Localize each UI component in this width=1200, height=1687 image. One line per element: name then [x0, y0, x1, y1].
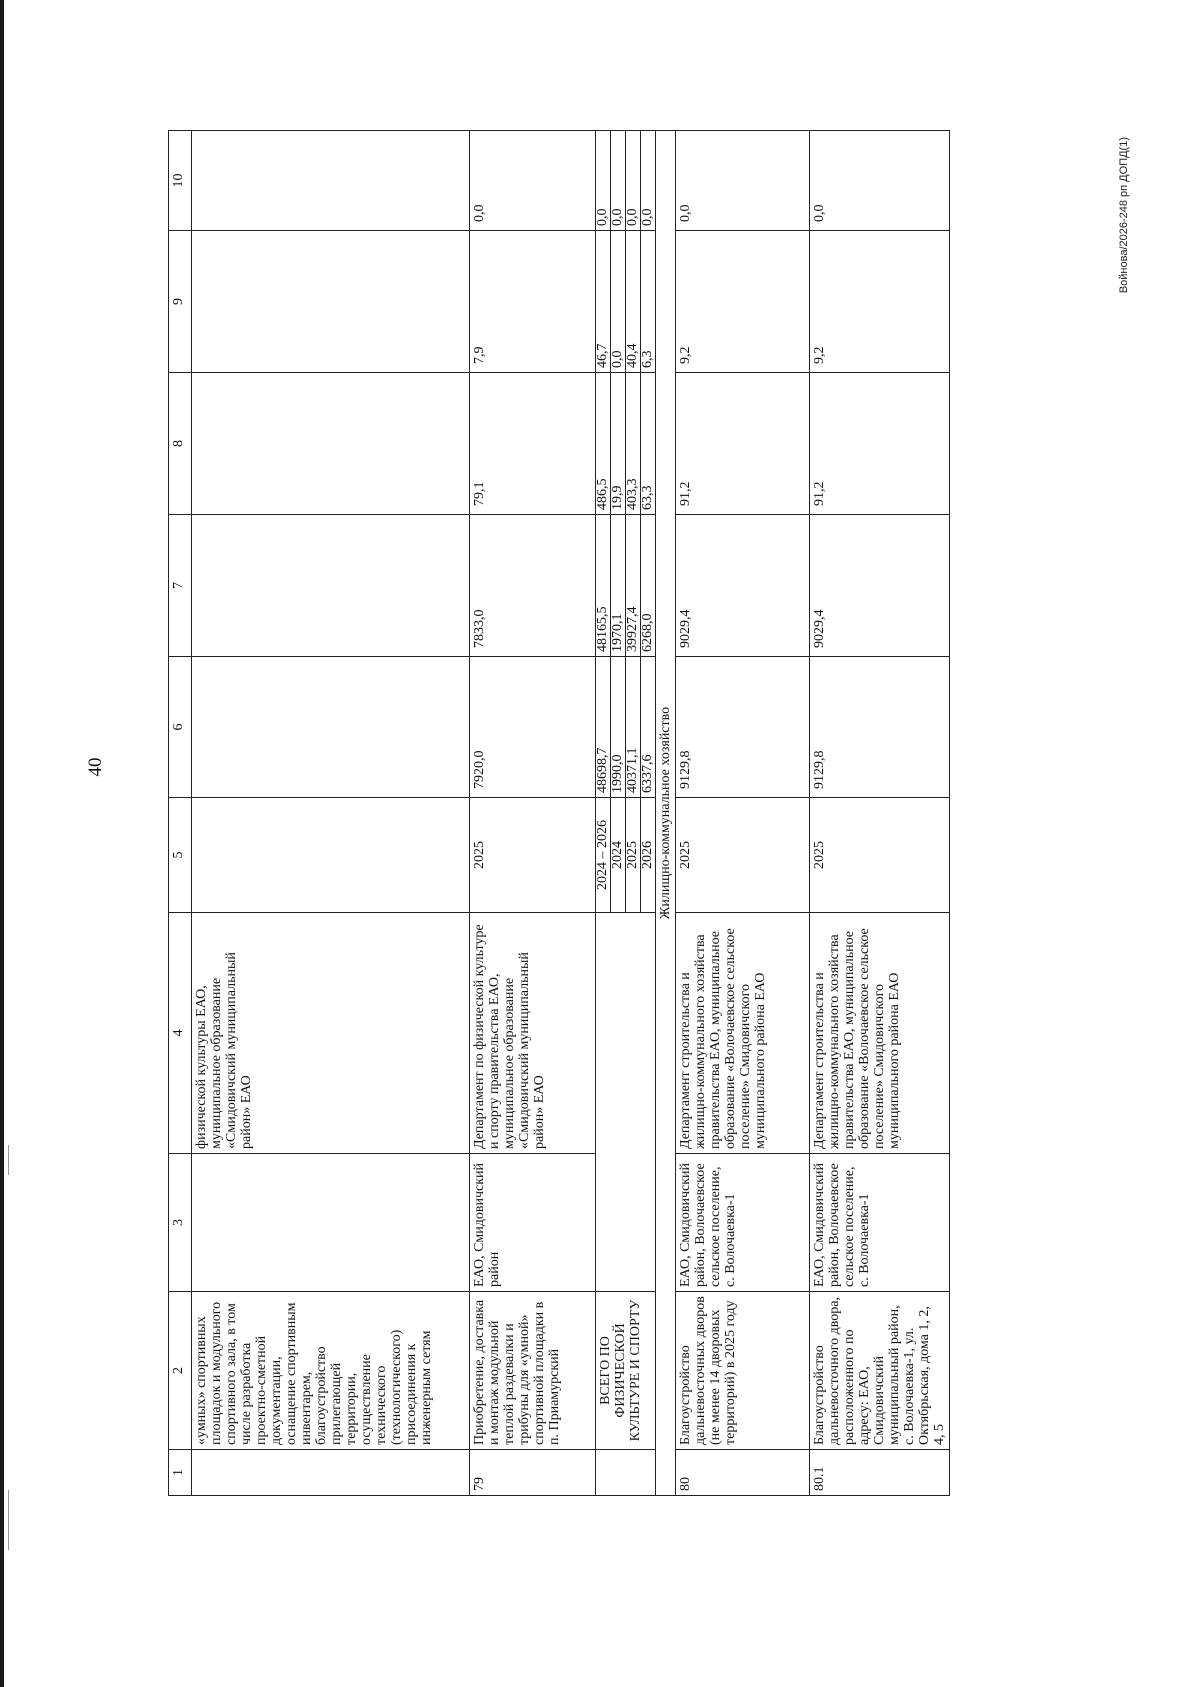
- total-value: 48165,5: [596, 515, 611, 657]
- location: ЕАО, Смидовичский район: [470, 1154, 596, 1292]
- table-row: [676, 131, 810, 1496]
- table-row: [810, 131, 950, 1496]
- total-value: 0,0: [641, 131, 656, 231]
- header-cell: 3: [169, 1154, 192, 1292]
- table-row: [192, 131, 470, 1496]
- header-cell: 5: [169, 798, 192, 913]
- value-regional: 91,2: [676, 373, 810, 515]
- total-value: 46,7: [596, 231, 611, 373]
- value-total: 9129,8: [676, 657, 810, 798]
- program-table: [168, 130, 950, 1496]
- value-other: 0,0: [810, 131, 950, 231]
- value-federal: 9029,4: [676, 515, 810, 657]
- total-row: [596, 131, 611, 1496]
- total-period: 2026: [641, 798, 656, 913]
- value-local: 9,2: [676, 231, 810, 373]
- project-name: Благоустройство дальневосточных дворов (не менее 14 дворовых территорий) в 2025 году: [676, 1292, 810, 1450]
- executor: Департамент строительства и жилищно-коммунального хозяйства правительства ЕАО, муниципальное образование «Волочаевское сельское поселение» Смидовичского муниципального района ЕАО: [810, 913, 950, 1154]
- value-federal: 7833,0: [470, 515, 596, 657]
- page-number: 40: [85, 757, 106, 777]
- header-cell: 6: [169, 657, 192, 798]
- value-other: 0,0: [676, 131, 810, 231]
- value-federal: 9029,4: [810, 515, 950, 657]
- total-value: 1970,1: [611, 515, 626, 657]
- section-title: Жилищно-коммунальное хозяйство: [656, 131, 676, 1496]
- row-number: 80.1: [810, 1450, 950, 1496]
- total-value: 63,3: [641, 373, 656, 515]
- total-value: 6,3: [641, 231, 656, 373]
- total-value: 6268,0: [641, 515, 656, 657]
- project-name: «умных» спортивных площадок и модульного спортивного зала, в том числе разработка проектно-сметной документации, оснащение спортивным инвентарем, благоустройство прилегающей территории, осуществление технического (технологического) присоединения к инженерным сетям: [192, 1292, 470, 1450]
- period: 2025: [810, 798, 950, 913]
- total-value: 0,0: [611, 231, 626, 373]
- document-footer: Войнова/2026-248 рп ДОПД(1): [1118, 137, 1130, 294]
- table-row: [470, 131, 596, 1496]
- project-name: Благоустройство дальневосточного двора, расположенного по адресу: ЕАО, Смидовичский муниципальный район, с. Волочаевка-1, ул. Октябрьская, дома 1, 2, 4, 5: [810, 1292, 950, 1450]
- executor: Департамент строительства и жилищно-коммунального хозяйства правительства ЕАО, муниципальное образование «Волочаевское сельское поселение» Смидовичского муниципального района ЕАО: [676, 913, 810, 1154]
- executor: физической культуры ЕАО, муниципальное образование «Смидовичский муниципальный район» ЕАО: [192, 913, 470, 1154]
- header-row: [169, 131, 192, 1496]
- total-value: 39927,4: [626, 515, 641, 657]
- total-period: 2025: [626, 798, 641, 913]
- total-label: ВСЕГО ПО ФИЗИЧЕСКОЙ КУЛЬТУРЕ И СПОРТУ: [596, 1292, 656, 1450]
- value-local: 7,9: [470, 231, 596, 373]
- total-value: 6337,6: [641, 657, 656, 798]
- value-total: 9129,8: [810, 657, 950, 798]
- row-number: 79: [470, 1450, 596, 1496]
- header-cell: 8: [169, 373, 192, 515]
- total-value: 1990,0: [611, 657, 626, 798]
- header-cell: 7: [169, 515, 192, 657]
- value-local: 9,2: [810, 231, 950, 373]
- total-value: 48698,7: [596, 657, 611, 798]
- period: 2025: [470, 798, 596, 913]
- total-value: 403,3: [626, 373, 641, 515]
- header-cell: 4: [169, 913, 192, 1154]
- value-total: 7920,0: [470, 657, 596, 798]
- executor: Департамент по физической культуре и спорту правительства ЕАО, муниципальное образование «Смидовичский муниципальный район» ЕАО: [470, 913, 596, 1154]
- section-row: [656, 131, 676, 1496]
- value-other: 0,0: [470, 131, 596, 231]
- value-regional: 79,1: [470, 373, 596, 515]
- total-value: 486,5: [596, 373, 611, 515]
- value-regional: 91,2: [810, 373, 950, 515]
- location: ЕАО, Смидовичский район, Волочаевское сельское поселение, с. Волочаевка-1: [810, 1154, 950, 1292]
- location: ЕАО, Смидовичский район, Волочаевское сельское поселение, с. Волочаевка-1: [676, 1154, 810, 1292]
- total-value: 19,9: [611, 373, 626, 515]
- total-value: 0,0: [611, 131, 626, 231]
- total-value: 0,0: [626, 131, 641, 231]
- header-cell: 1: [169, 1450, 192, 1496]
- period: 2025: [676, 798, 810, 913]
- header-cell: 9: [169, 231, 192, 373]
- header-cell: 2: [169, 1292, 192, 1450]
- total-period: 2024: [611, 798, 626, 913]
- row-number: 80: [676, 1450, 810, 1496]
- total-value: 40,4: [626, 231, 641, 373]
- project-name: Приобретение, доставка и монтаж модульной теплой раздевалки и трибуны для «умной» спортивной площадки в п. Приамурский: [470, 1292, 596, 1450]
- total-value: 0,0: [596, 131, 611, 231]
- header-cell: 10: [169, 131, 192, 231]
- total-value: 40371,1: [626, 657, 641, 798]
- total-period: 2024 – 2026: [596, 798, 611, 913]
